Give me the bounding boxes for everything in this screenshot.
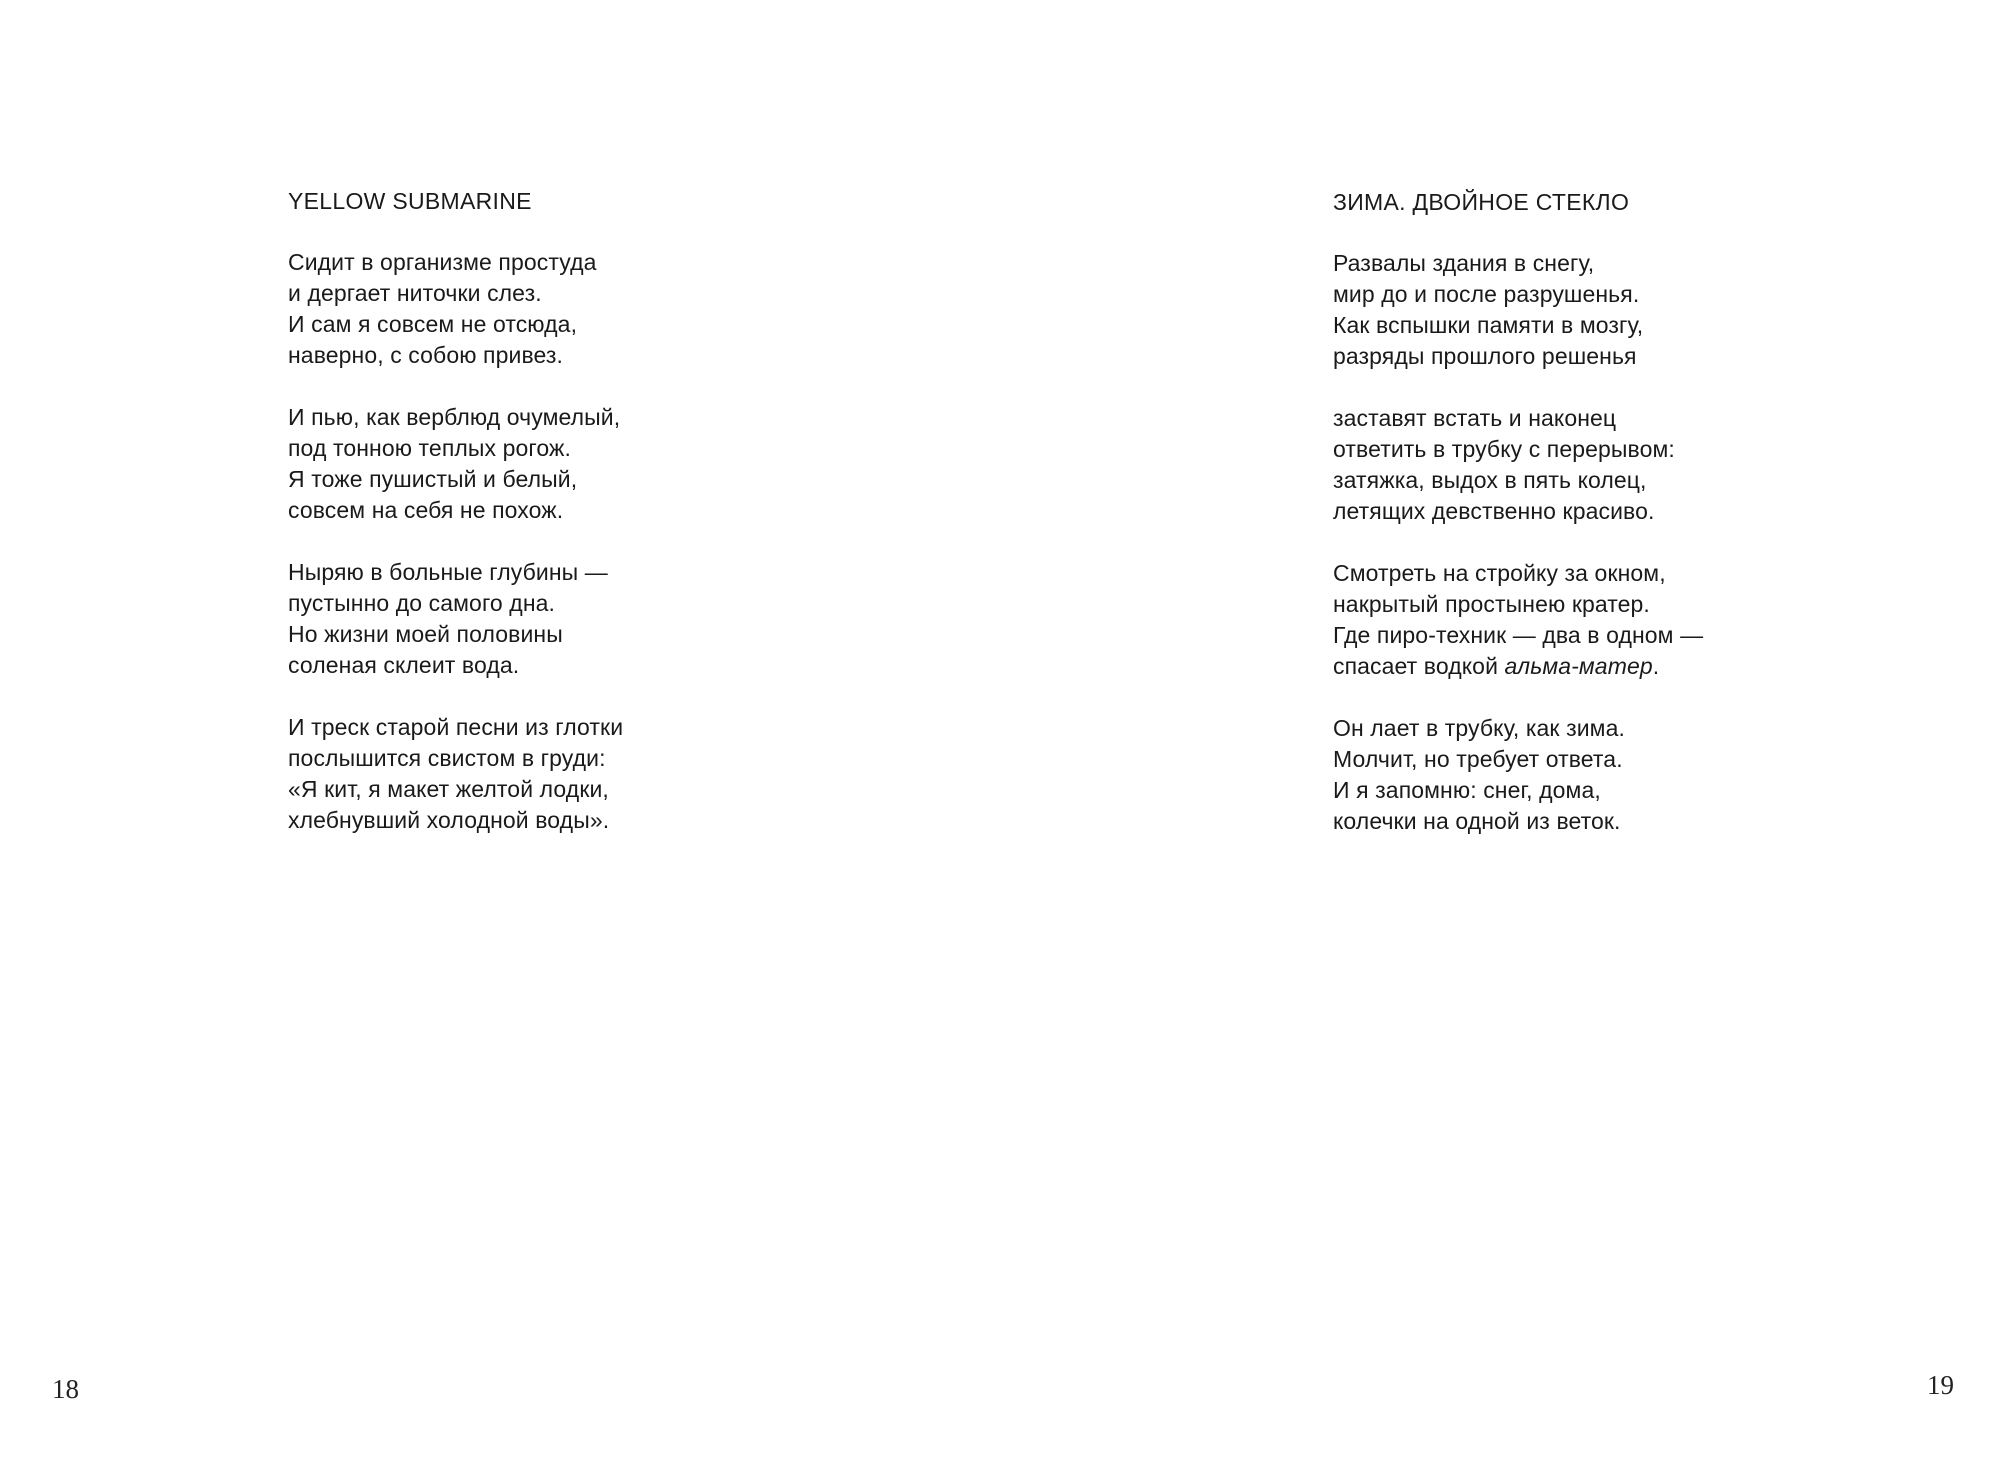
poem-line: наверно, с собою привез. (288, 342, 564, 368)
poem-line-text: спасает водкой (1333, 653, 1505, 679)
poem-line: летящих девственно красиво. (1333, 498, 1655, 524)
poem-line: Как вспышки памяти в мозгу, (1333, 312, 1644, 338)
poem-line: Но жизни моей половины (288, 621, 563, 647)
poem-yellow-submarine (288, 186, 623, 867)
poem-title: ЗИМА. ДВОЙНОЕ СТЕКЛО (1333, 189, 1630, 215)
page-number: 18 (52, 1374, 79, 1404)
poem-line: Сидит в организме простуда (288, 249, 597, 275)
line-end-punctuation: . (1652, 653, 1660, 679)
poem-line: ответить в трубку с перерывом: (1333, 436, 1675, 462)
stanza (1333, 403, 1703, 527)
stanza (1333, 248, 1703, 372)
poem-line: затяжка, выдох в пять колец, (1333, 467, 1647, 493)
poem-line: «Я кит, я макет желтой лодки, (288, 776, 609, 802)
right-page (1000, 0, 2000, 1459)
stanza (288, 712, 623, 836)
poem-line: Развалы здания в снегу, (1333, 250, 1595, 276)
poem-line: Ныряю в больные глубины — (288, 559, 608, 585)
stanza (1333, 558, 1703, 682)
poem-line: соленая склеит вода. (288, 652, 520, 678)
stanza (288, 247, 623, 371)
poem-line: и дергает ниточки слез. (288, 280, 542, 306)
poem-line: колечки на одной из веток. (1333, 808, 1621, 834)
poem-line: под тонною теплых рогож. (288, 435, 571, 461)
poem-title: YELLOW SUBMARINE (288, 188, 532, 214)
poem-line: И пью, как верблюд очумелый, (288, 404, 621, 430)
poem-line: Он лает в трубку, как зима. (1333, 715, 1625, 741)
stanza (288, 402, 623, 526)
poem-line: накрытый простынею кратер. (1333, 591, 1650, 617)
page-number: 19 (1927, 1370, 1954, 1400)
poem-line: Где пиро-техник — два в одном — (1333, 622, 1704, 648)
poem-line: Я тоже пушистый и белый, (288, 466, 578, 492)
poem-line: пустынно до самого дна. (288, 590, 556, 616)
poem-line: И треск старой песни из глотки (288, 714, 624, 740)
poem-line: И сам я совсем не отсюда, (288, 311, 578, 337)
poem-line: хлебнувший холодной воды». (288, 807, 610, 833)
italic-phrase: альма-матер (1504, 653, 1653, 679)
poem-line: совсем на себя не похож. (288, 497, 564, 523)
poem-line: заставят встать и наконец (1333, 405, 1617, 431)
poem-line: разряды прошлого решенья (1333, 343, 1637, 369)
poem-line: И я запомню: снег, дома, (1333, 777, 1601, 803)
poem-winter-double-glass (1333, 187, 1703, 868)
stanza (288, 557, 623, 681)
stanza (1333, 713, 1703, 837)
poem-line: Смотреть на стройку за окном, (1333, 560, 1666, 586)
poem-line: Молчит, но требует ответа. (1333, 746, 1623, 772)
poem-line: мир до и после разрушенья. (1333, 281, 1640, 307)
poem-line: послышится свистом в груди: (288, 745, 606, 771)
poem-line-with-italic (1333, 651, 1703, 682)
